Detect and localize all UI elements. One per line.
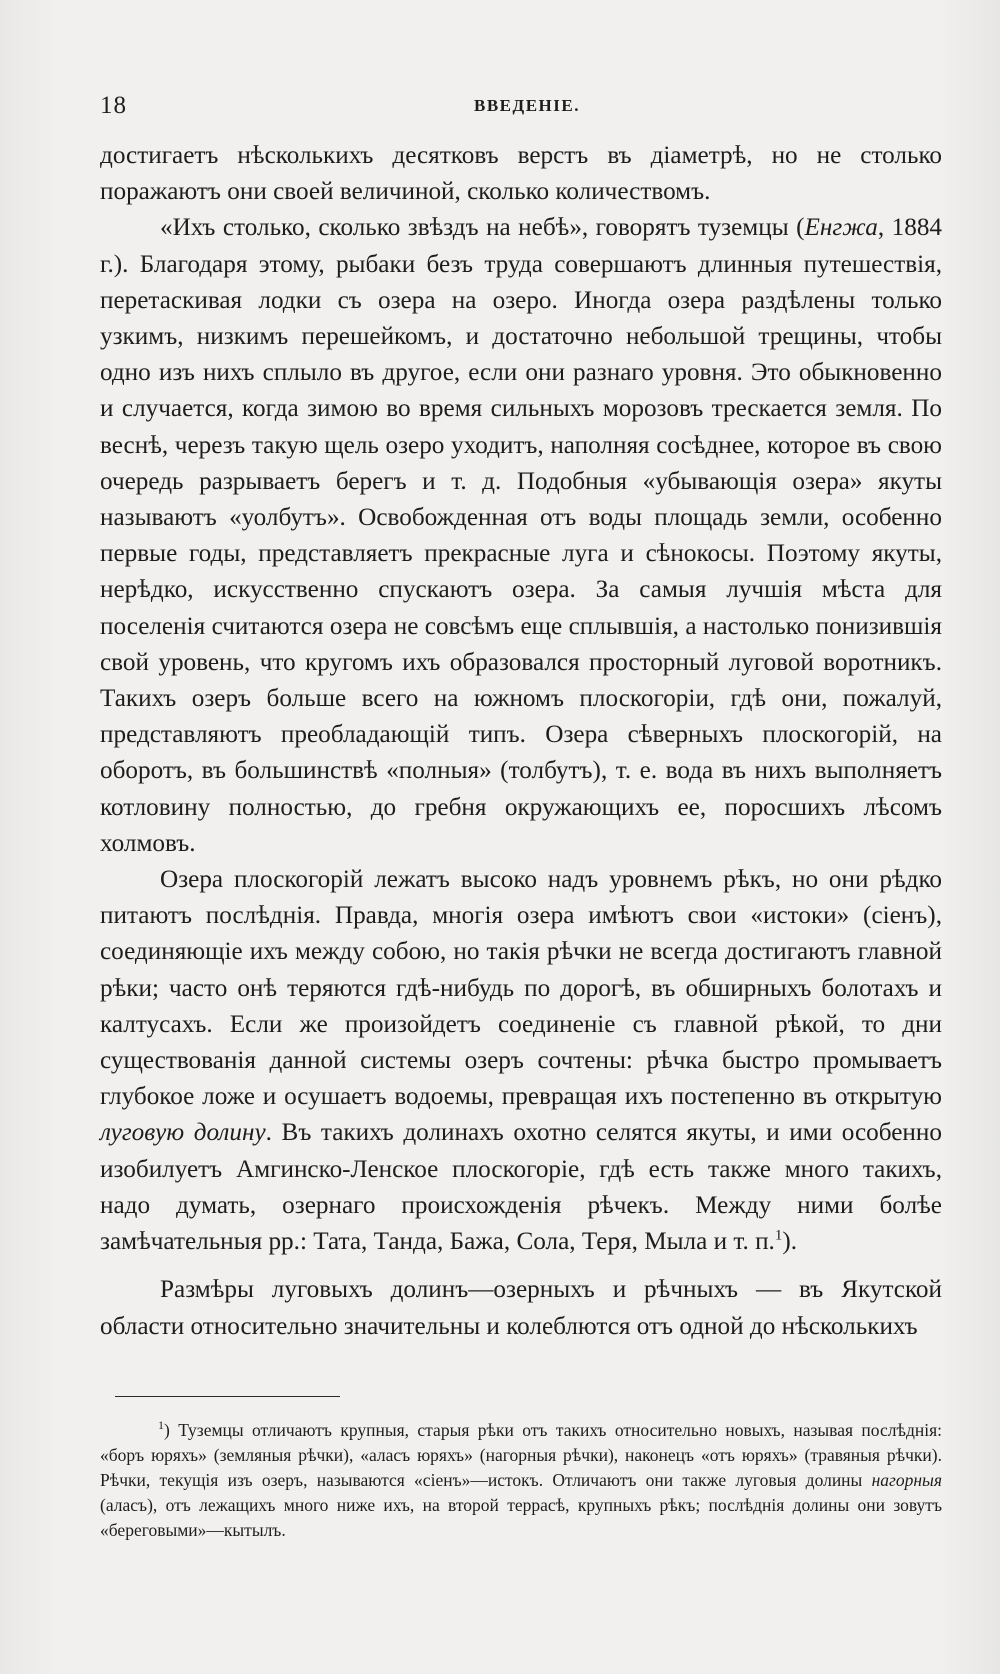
running-title: ВВЕДЕНІЕ.: [474, 96, 580, 115]
paragraph-3-text-b: . Въ такихъ долинахъ охотно селятся якуты, и ими особенно изобилуетъ Амгинско-Ленское плоскогоріе, гдѣ есть также много такихъ, надо думать, озернаго происхожденія рѣчекъ. Между ними болѣе замѣчательныя рр.: Тата, Танда, Бажа, Сола, Теря, Мыла и т. п.: [100, 1119, 942, 1256]
footnote-italic: нагорныя: [871, 1470, 942, 1490]
place-name: Енгжа: [804, 214, 878, 242]
footnote-text-b: (аласъ), отъ лежащихъ много ниже ихъ, на второй террасѣ, крупныхъ рѣкъ; послѣднія долины они зовутъ «береговыми»—кытылъ.: [100, 1495, 942, 1540]
italic-term: луговую долину: [100, 1119, 266, 1147]
paragraph-3: [100, 862, 942, 1260]
footnote-rule: [115, 1396, 340, 1397]
paragraph-1-text: достигаетъ нѣсколькихъ десятковъ верстъ въ діаметрѣ, но не столько поражаютъ они своей величиной, сколько количествомъ.: [100, 142, 942, 206]
paragraph-2: [100, 210, 942, 862]
paragraph-3-text-a: Озера плоскогорій лежатъ высоко надъ уровнемъ рѣкъ, но они рѣдко питаютъ послѣднія. Правда, многія озера имѣютъ свои «истоки» (сіенъ), соединяющіе ихъ между собою, но такія рѣчки не всегда достигаютъ главной рѣки; часто онѣ теряются гдѣ-нибудь по дорогѣ, въ обширныхъ болотахъ и калтусахъ. Если же произойдетъ соединеніе съ главной рѣкой, то дни существованія данной системы озеръ сочтены: рѣчка быстро промываетъ глубокое ложе и осушаетъ водоемы, превращая ихъ постепенно въ открытую: [100, 866, 942, 1111]
footnote-mark: 1: [158, 1418, 164, 1433]
footnote-text-a: ) Туземцы отличаютъ крупныя, старыя рѣки отъ такихъ относительно новыхъ, называя послѣднія: «боръ юряхъ» (земляныя рѣчки), «аласъ юряхъ» (нагорныя рѣчки), наконецъ «отъ юряхъ» (травяныя рѣчки). Рѣчки, текущія изъ озеръ, называются «сіенъ»—истокъ. Отличаютъ они также луговыя долины: [100, 1420, 942, 1490]
page-header: [100, 92, 942, 122]
paragraph-2-text-b: , 1884 г.). Благодаря этому, рыбаки безъ труда совершаютъ длинныя путешествія, перетаскивая лодки съ озера на озеро. Иногда озера раздѣлены только узкимъ, низкимъ перешейкомъ, и достаточно небольшой трещины, чтобы одно изъ нихъ сплыло въ другое, если они разнаго уровня. Это обыкновенно и случается, когда зимою во время сильныхъ морозовъ трескается земля. По веснѣ, черезъ такую щель озеро уходитъ, наполняя сосѣднее, которое въ свою очередь разрываетъ берегъ и т. д. Подобныя «убывающія озера» якуты называютъ «уолбутъ». Освобожденная отъ воды площадь земли, особенно первые годы, представляетъ прекрасные луга и сѣнокосы. Поэтому якуты, нерѣдко, искусственно спускаютъ озера. За самыя лучшія мѣста для поселенія считаются озера не совсѣмъ еще сплывшія, а настолько понизившія свой уровень, что кругомъ ихъ образовался просторный луговой воротникъ. Такихъ озеръ больше всего на южномъ плоскогоріи, гдѣ они, пожалуй, представляютъ преобладающій типъ. Озера сѣверныхъ плоскогорій, на оборотъ, въ большинствѣ «полныя» (толбутъ), т. е. вода въ нихъ выполняетъ котловину полностью, до гребня окружающихъ ее, поросшихъ лѣсомъ холмовъ.: [100, 214, 943, 857]
paragraph-3-end: ).: [782, 1228, 798, 1256]
page-number: 18: [100, 92, 127, 119]
footnote-paragraph: [100, 1418, 942, 1543]
paragraph-4-text: Размѣры луговыхъ долинъ—озерныхъ и рѣчныхъ — въ Якутской области относительно значительны и колеблются отъ одной до нѣсколькихъ: [100, 1276, 942, 1340]
paragraph-1: [100, 138, 942, 210]
main-text: [100, 138, 942, 1345]
footnote-reference: 1: [774, 1227, 783, 1244]
paragraph-2-text-a: «Ихъ столько, сколько звѣздъ на небѣ», говорятъ туземцы (: [160, 214, 805, 242]
footnote: [100, 1418, 942, 1543]
paragraph-4: [100, 1272, 942, 1344]
